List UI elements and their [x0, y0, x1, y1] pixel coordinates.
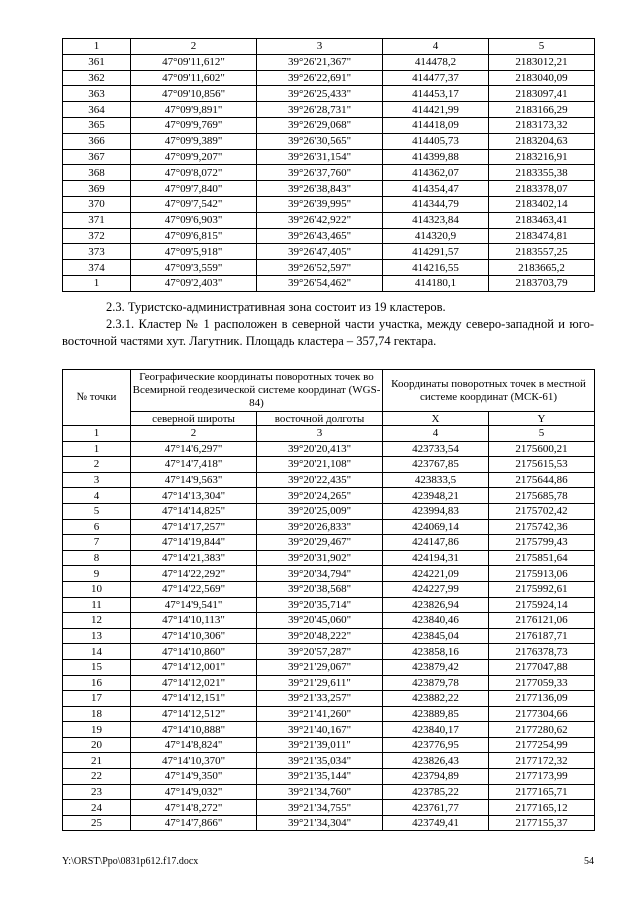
table-cell: 368 — [63, 165, 131, 181]
col-number: 1 — [63, 39, 131, 55]
table-row — [63, 228, 595, 244]
table-cell: 370 — [63, 196, 131, 212]
table-cell: 424194,31 — [383, 550, 489, 566]
table-cell: 47°09'9,389" — [131, 133, 257, 149]
table-row — [63, 769, 595, 785]
table-cell: 424227,99 — [383, 581, 489, 597]
table-cell: 2177155,37 — [489, 815, 595, 831]
table-cell: 414344,79 — [383, 196, 489, 212]
table-cell: 369 — [63, 181, 131, 197]
table-cell: 414421,99 — [383, 102, 489, 118]
table-cell: 7 — [63, 535, 131, 551]
table-cell: 424069,14 — [383, 519, 489, 535]
table-cell: 423794,89 — [383, 769, 489, 785]
table-cell: 424147,86 — [383, 535, 489, 551]
table-cell: 423733,54 — [383, 441, 489, 457]
table-cell: 39°20'34,794" — [257, 566, 383, 582]
table-cell: 366 — [63, 133, 131, 149]
file-path: Y:\ORST\Ppo\0831p612.f17.docx — [62, 856, 199, 867]
table-row — [63, 613, 595, 629]
table-cell: 423761,77 — [383, 800, 489, 816]
table-cell: 8 — [63, 550, 131, 566]
column-numbering-row — [63, 39, 595, 55]
table-cell: 423767,85 — [383, 457, 489, 473]
table-cell: 47°09'9,207" — [131, 149, 257, 165]
table-cell: 423879,42 — [383, 659, 489, 675]
table-cell: 47°14'10,113" — [131, 613, 257, 629]
table-cell: 414216,55 — [383, 260, 489, 276]
table-cell: 2177165,71 — [489, 784, 595, 800]
table-cell: 20 — [63, 737, 131, 753]
table-cell: 365 — [63, 117, 131, 133]
table-cell: 21 — [63, 753, 131, 769]
table-cell: 47°09'7,542" — [131, 196, 257, 212]
table-cell: 423826,94 — [383, 597, 489, 613]
table-cell: 2183474,81 — [489, 228, 595, 244]
table-cell: 414180,1 — [383, 275, 489, 291]
table-row — [63, 133, 595, 149]
table-row — [63, 597, 595, 613]
table-cell: 47°14'10,370" — [131, 753, 257, 769]
table-cell: 423840,46 — [383, 613, 489, 629]
table-cell: 2183166,29 — [489, 102, 595, 118]
table-cell: 362 — [63, 70, 131, 86]
table-cell: 39°21'34,755" — [257, 800, 383, 816]
table-cell: 2175600,21 — [489, 441, 595, 457]
table-cell: 2183040,09 — [489, 70, 595, 86]
table-cell: 47°14'19,844" — [131, 535, 257, 551]
table-cell: 47°14'9,350" — [131, 769, 257, 785]
table-cell: 2183097,41 — [489, 86, 595, 102]
table-cell: 39°21'41,260" — [257, 706, 383, 722]
table-cell: 2175924,14 — [489, 597, 595, 613]
table-cell: 39°20'35,714" — [257, 597, 383, 613]
table-cell: 39°20'45,060" — [257, 613, 383, 629]
table-cell: 423785,22 — [383, 784, 489, 800]
table-cell: 414418,09 — [383, 117, 489, 133]
table-cell: 2177165,12 — [489, 800, 595, 816]
table-cell: 423994,83 — [383, 503, 489, 519]
column-numbering-row — [63, 426, 595, 442]
table-cell: 23 — [63, 784, 131, 800]
table-cell: 39°21'39,011" — [257, 737, 383, 753]
cluster-1-table-body — [63, 370, 595, 831]
table-cell: 2177047,88 — [489, 659, 595, 675]
latitude-header: северной широты — [131, 412, 257, 426]
table-row — [63, 659, 595, 675]
y-header: Y — [489, 412, 595, 426]
table-cell: 3 — [63, 472, 131, 488]
section-heading: 2.3. Туристско-административная зона состоит из 19 кластеров. — [106, 300, 446, 314]
table-cell: 2175851,64 — [489, 550, 595, 566]
coordinates-table-body — [63, 39, 595, 292]
table-cell: 16 — [63, 675, 131, 691]
table-cell: 2176378,73 — [489, 644, 595, 660]
longitude-header: восточной долготы — [257, 412, 383, 426]
table-row — [63, 722, 595, 738]
table-cell: 364 — [63, 102, 131, 118]
table-row — [63, 275, 595, 291]
table-cell: 39°26'42,922" — [257, 212, 383, 228]
table-cell: 39°21'29,067" — [257, 659, 383, 675]
table-row — [63, 86, 595, 102]
table-cell: 414405,73 — [383, 133, 489, 149]
table-cell: 47°14'8,272" — [131, 800, 257, 816]
table-cell: 414453,17 — [383, 86, 489, 102]
table-cell: 423845,04 — [383, 628, 489, 644]
table-cell: 367 — [63, 149, 131, 165]
table-cell: 2175644,86 — [489, 472, 595, 488]
table-cell: 15 — [63, 659, 131, 675]
table-cell: 47°14'9,541" — [131, 597, 257, 613]
table-cell: 371 — [63, 212, 131, 228]
table-row — [63, 441, 595, 457]
table-cell: 47°14'10,860" — [131, 644, 257, 660]
geo-coordinates-header: Географические координаты поворотных точек во Всемирной геодезической системе координат (WGS-84) — [131, 370, 383, 412]
table-cell: 2183665,2 — [489, 260, 595, 276]
table-cell: 5 — [63, 503, 131, 519]
table-cell: 47°09'6,815" — [131, 228, 257, 244]
table-cell: 2177304,66 — [489, 706, 595, 722]
table-cell: 39°20'31,902" — [257, 550, 383, 566]
table-cell: 13 — [63, 628, 131, 644]
table-row — [63, 70, 595, 86]
table-cell: 47°14'12,512" — [131, 706, 257, 722]
table-cell: 423948,21 — [383, 488, 489, 504]
cluster-description: 2.3.1. Кластер № 1 расположен в северной части участка, между северо-западной и юго-восточной частями хут. Лагутник. Площадь кластера – 357,74 гектара. — [62, 317, 594, 348]
table-cell: 47°09'2,403" — [131, 275, 257, 291]
table-cell: 374 — [63, 260, 131, 276]
table-cell: 423858,16 — [383, 644, 489, 660]
col-number: 4 — [383, 39, 489, 55]
table-cell: 414323,84 — [383, 212, 489, 228]
table-cell: 423826,43 — [383, 753, 489, 769]
table-cell: 47°09'11,612" — [131, 54, 257, 70]
table-row — [63, 644, 595, 660]
table-row — [63, 149, 595, 165]
table-cell: 39°21'35,034" — [257, 753, 383, 769]
table-cell: 47°14'10,306" — [131, 628, 257, 644]
table-cell: 47°09'7,840" — [131, 181, 257, 197]
table-cell: 39°26'37,760" — [257, 165, 383, 181]
table-cell: 22 — [63, 769, 131, 785]
table-cell: 47°09'10,856" — [131, 86, 257, 102]
table-cell: 39°20'26,833" — [257, 519, 383, 535]
table-cell: 47°14'14,825" — [131, 503, 257, 519]
table-cell: 414477,37 — [383, 70, 489, 86]
table-cell: 2177280,62 — [489, 722, 595, 738]
table-cell: 2183355,38 — [489, 165, 595, 181]
table-cell: 372 — [63, 228, 131, 244]
col-number: 2 — [131, 39, 257, 55]
table-row — [63, 628, 595, 644]
table-cell: 423833,5 — [383, 472, 489, 488]
col-number: 4 — [383, 426, 489, 442]
col-number: 3 — [257, 39, 383, 55]
col-number: 2 — [131, 426, 257, 442]
table-cell: 39°26'22,691" — [257, 70, 383, 86]
cluster-1-coordinates-table — [62, 369, 595, 831]
table-cell: 39°26'31,154" — [257, 149, 383, 165]
table-cell: 39°21'34,304" — [257, 815, 383, 831]
table-row — [63, 181, 595, 197]
table-row — [63, 472, 595, 488]
table-row — [63, 784, 595, 800]
table-cell: 39°26'39,995" — [257, 196, 383, 212]
table-cell: 47°09'5,918" — [131, 244, 257, 260]
table-cell: 414354,47 — [383, 181, 489, 197]
table-row — [63, 102, 595, 118]
table-row — [63, 706, 595, 722]
table-cell: 423749,41 — [383, 815, 489, 831]
table-row — [63, 535, 595, 551]
page-footer — [62, 856, 594, 867]
table-row — [63, 550, 595, 566]
local-coordinates-header: Координаты поворотных точек в местной системе координат (МСК-61) — [383, 370, 595, 412]
x-header: X — [383, 412, 489, 426]
col-number: 5 — [489, 426, 595, 442]
table-cell: 4 — [63, 488, 131, 504]
table-cell: 2183012,21 — [489, 54, 595, 70]
table-row — [63, 503, 595, 519]
table-cell: 39°21'34,760" — [257, 784, 383, 800]
table-cell: 19 — [63, 722, 131, 738]
table-cell: 39°21'35,144" — [257, 769, 383, 785]
table-cell: 47°14'13,304" — [131, 488, 257, 504]
table-cell: 423889,85 — [383, 706, 489, 722]
table-cell: 423882,22 — [383, 691, 489, 707]
table-row — [63, 581, 595, 597]
table-row — [63, 117, 595, 133]
table-cell: 39°20'57,287" — [257, 644, 383, 660]
table-cell: 2183378,07 — [489, 181, 595, 197]
table-cell: 47°09'9,891" — [131, 102, 257, 118]
table-cell: 47°14'10,888" — [131, 722, 257, 738]
table-cell: 2175702,42 — [489, 503, 595, 519]
table-subheader-row — [63, 412, 595, 426]
table-cell: 47°14'9,032" — [131, 784, 257, 800]
table-cell: 414362,07 — [383, 165, 489, 181]
table-cell: 39°26'30,565" — [257, 133, 383, 149]
table-cell: 39°26'29,068" — [257, 117, 383, 133]
table-cell: 47°09'11,602" — [131, 70, 257, 86]
table-cell: 39°20'22,435" — [257, 472, 383, 488]
table-cell: 10 — [63, 581, 131, 597]
table-cell: 14 — [63, 644, 131, 660]
table-cell: 2175615,53 — [489, 457, 595, 473]
table-cell: 47°09'8,072" — [131, 165, 257, 181]
table-cell: 1 — [63, 275, 131, 291]
table-cell: 11 — [63, 597, 131, 613]
table-cell: 47°14'6,297" — [131, 441, 257, 457]
table-cell: 47°14'22,292" — [131, 566, 257, 582]
table-cell: 47°14'7,866" — [131, 815, 257, 831]
table-row — [63, 244, 595, 260]
table-cell: 361 — [63, 54, 131, 70]
table-cell: 414399,88 — [383, 149, 489, 165]
table-cell: 6 — [63, 519, 131, 535]
table-cell: 39°26'52,597" — [257, 260, 383, 276]
table-cell: 2175992,61 — [489, 581, 595, 597]
table-row — [63, 196, 595, 212]
table-row — [63, 488, 595, 504]
table-row — [63, 737, 595, 753]
table-cell: 39°20'20,413" — [257, 441, 383, 457]
table-cell: 39°20'24,265" — [257, 488, 383, 504]
table-cell: 2175742,36 — [489, 519, 595, 535]
table-cell: 2177254,99 — [489, 737, 595, 753]
table-row — [63, 54, 595, 70]
table-cell: 2175685,78 — [489, 488, 595, 504]
table-cell: 9 — [63, 566, 131, 582]
table-cell: 414320,9 — [383, 228, 489, 244]
table-cell: 2177173,99 — [489, 769, 595, 785]
table-row — [63, 753, 595, 769]
table-row — [63, 519, 595, 535]
point-number-header: № точки — [63, 370, 131, 426]
table-row — [63, 675, 595, 691]
table-row — [63, 566, 595, 582]
table-cell: 2183703,79 — [489, 275, 595, 291]
table-cell: 2176187,71 — [489, 628, 595, 644]
table-cell: 2183402,14 — [489, 196, 595, 212]
table-cell: 17 — [63, 691, 131, 707]
table-row — [63, 815, 595, 831]
table-cell: 414478,2 — [383, 54, 489, 70]
table-row — [63, 260, 595, 276]
table-row — [63, 691, 595, 707]
table-cell: 2183173,32 — [489, 117, 595, 133]
table-cell: 18 — [63, 706, 131, 722]
table-cell: 39°26'43,465" — [257, 228, 383, 244]
table-cell: 47°09'6,903" — [131, 212, 257, 228]
table-cell: 47°14'12,001" — [131, 659, 257, 675]
table-cell: 39°26'21,367" — [257, 54, 383, 70]
table-cell: 423776,95 — [383, 737, 489, 753]
table-cell: 39°20'25,009" — [257, 503, 383, 519]
table-cell: 47°09'9,769" — [131, 117, 257, 133]
table-cell: 424221,09 — [383, 566, 489, 582]
page-number: 54 — [584, 856, 594, 867]
table-cell: 12 — [63, 613, 131, 629]
table-cell: 363 — [63, 86, 131, 102]
table-cell: 39°21'33,257" — [257, 691, 383, 707]
table-cell: 39°26'38,843" — [257, 181, 383, 197]
table-cell: 2177059,33 — [489, 675, 595, 691]
table-cell: 414291,57 — [383, 244, 489, 260]
table-cell: 2 — [63, 457, 131, 473]
table-cell: 423879,78 — [383, 675, 489, 691]
table-cell: 423840,17 — [383, 722, 489, 738]
table-cell: 2183216,91 — [489, 149, 595, 165]
table-row — [63, 212, 595, 228]
col-number: 3 — [257, 426, 383, 442]
table-cell: 1 — [63, 441, 131, 457]
table-cell: 47°14'17,257" — [131, 519, 257, 535]
table-cell: 47°14'8,824" — [131, 737, 257, 753]
table-cell: 47°14'12,151" — [131, 691, 257, 707]
table-row — [63, 165, 595, 181]
table-cell: 2175799,43 — [489, 535, 595, 551]
table-cell: 47°14'22,569" — [131, 581, 257, 597]
table-cell: 47°14'21,383" — [131, 550, 257, 566]
table-cell: 39°20'29,467" — [257, 535, 383, 551]
table-cell: 25 — [63, 815, 131, 831]
table-cell: 2176121,06 — [489, 613, 595, 629]
table-cell: 39°26'54,462" — [257, 275, 383, 291]
table-cell: 2183463,41 — [489, 212, 595, 228]
table-cell: 39°21'29,611" — [257, 675, 383, 691]
table-cell: 47°14'7,418" — [131, 457, 257, 473]
table-cell: 24 — [63, 800, 131, 816]
table-cell: 39°20'21,108" — [257, 457, 383, 473]
table-row — [63, 800, 595, 816]
table-cell: 2177136,09 — [489, 691, 595, 707]
table-cell: 2177172,32 — [489, 753, 595, 769]
col-number: 5 — [489, 39, 595, 55]
table-header-row — [63, 370, 595, 412]
table-cell: 39°26'25,433" — [257, 86, 383, 102]
table-cell: 47°14'9,563" — [131, 472, 257, 488]
table-cell: 373 — [63, 244, 131, 260]
table-cell: 39°21'40,167" — [257, 722, 383, 738]
table-cell: 2183204,63 — [489, 133, 595, 149]
col-number: 1 — [63, 426, 131, 442]
table-cell: 47°09'3,559" — [131, 260, 257, 276]
table-cell: 2175913,06 — [489, 566, 595, 582]
table-cell: 39°26'47,405" — [257, 244, 383, 260]
table-cell: 39°20'48,222" — [257, 628, 383, 644]
table-row — [63, 457, 595, 473]
table-cell: 2183557,25 — [489, 244, 595, 260]
table-cell: 39°20'38,568" — [257, 581, 383, 597]
table-cell: 47°14'12,021" — [131, 675, 257, 691]
table-cell: 39°26'28,731" — [257, 102, 383, 118]
coordinates-table-continued — [62, 38, 595, 292]
